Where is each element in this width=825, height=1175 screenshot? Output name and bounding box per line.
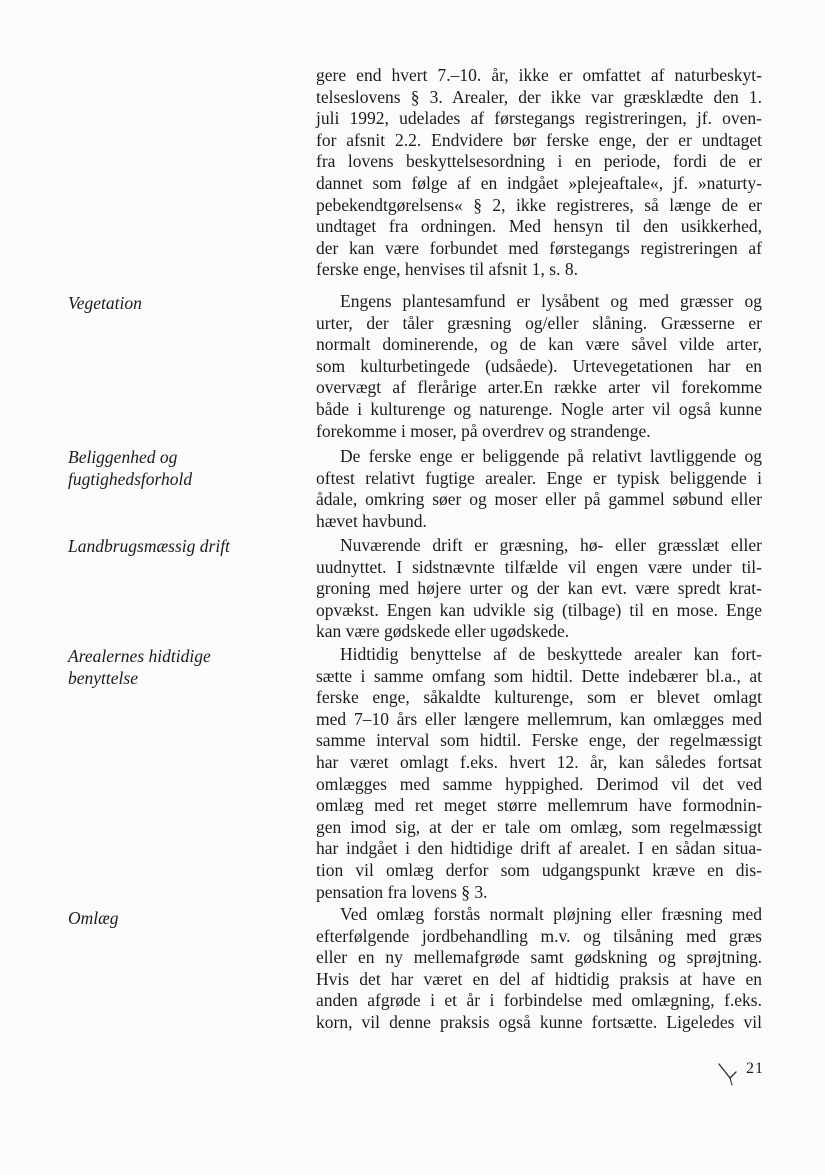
text-line: med 7–10 års eller længere mellemrum, kan omlægges med — [316, 708, 762, 729]
text-line: forekomme i moser, på overdrev og strandenge. — [316, 420, 651, 441]
paragraph-intro — [316, 65, 762, 281]
side-heading-text: Landbrugsmæssig drift — [68, 536, 230, 556]
paragraph-vegetation — [316, 291, 762, 442]
text-line: normalt dominerende, og de kan være såvel vilde arter, — [316, 334, 762, 355]
text-line: oftest relativt fugtige arealer. Enge er typisk beliggende i — [316, 467, 762, 488]
text-line: urter, der tåler græsning og/eller slåning. Græsserne er — [316, 312, 762, 333]
side-heading-text: Omlæg — [68, 908, 119, 928]
text-line: der kan være forbundet med førstegangs registreringen af — [316, 237, 762, 258]
side-heading-omlaeg — [68, 907, 119, 929]
text-line: som kulturbetingede (udsåede). Urtevegetationen har en — [316, 355, 762, 376]
text-line: Engens plantesamfund er lysåbent og med græsser og — [340, 291, 762, 311]
paragraph-drift — [316, 535, 762, 643]
side-heading-text: Arealernes hidtidige — [68, 646, 211, 666]
text-line: De ferske enge er beliggende på relativt lavtliggende og — [340, 446, 762, 466]
text-line: fra lovens beskyttelsesordning i en periode, fordi de er — [316, 151, 762, 172]
text-line: har indgået i den hidtidige drift af arealet. I en sådan situa- — [316, 838, 762, 859]
text-line: kan være gødskede eller ugødskede. — [316, 621, 570, 642]
text-line: Nuværende drift er græsning, hø- eller græsslæt eller — [340, 535, 762, 555]
text-line: hævet havbund. — [316, 510, 427, 531]
text-line: omlæg med ret meget større mellemrum have formodnin- — [316, 795, 762, 816]
text-line: samme interval som hidtil. Ferske enge, der regelmæssigt — [316, 730, 762, 751]
text-line: undtaget fra ordningen. Med hensyn til den usikkerhed, — [316, 216, 762, 237]
side-heading-text: Vegetation — [68, 293, 142, 313]
text-line: gere end hvert 7.–10. år, ikke er omfattet af naturbeskyt- — [316, 65, 762, 85]
paragraph-beliggenhed — [316, 446, 762, 532]
text-line: dannet som følge af en indgået »plejeaftale«, jf. »naturty- — [316, 172, 762, 193]
text-line: ferske enge, såkaldte kulturenge, som er blevet omlagt — [316, 687, 762, 708]
text-line: juli 1992, udelades af førstegangs registreringen, jf. oven- — [316, 108, 762, 129]
text-line: groning med højere urter og der kan evt. være spredt krat- — [316, 578, 762, 599]
text-line: korn, vil denne praksis også kunne fortsætte. Ligeledes vil — [316, 1011, 762, 1032]
text-line: eller en ny mellemafgrøde samt gødskning og sprøjtning. — [316, 947, 762, 968]
text-line: Ved omlæg forstås normalt pløjning eller fræsning med — [340, 904, 762, 924]
page-number: 21 — [746, 1060, 764, 1077]
paragraph-omlaeg — [316, 904, 762, 1034]
corner-mark-icon — [716, 1058, 748, 1088]
text-line: pensation fra lovens § 3. — [316, 881, 488, 902]
text-line: omlægges med samme hyppighed. Derimod vil det ved — [316, 773, 762, 794]
side-heading-beliggenhed — [68, 446, 192, 490]
text-line: gen imod sig, at der er tale om omlæg, som regelmæssigt — [316, 816, 762, 837]
text-line: pebekendtgørelsens« § 2, ikke registreres, så længe de er — [316, 194, 762, 215]
text-line: sætte i samme omfang som hidtil. Dette indebærer bl.a., at — [316, 665, 762, 686]
text-line: uudnyttet. I sidstnævnte tilfælde vil engen være under til- — [316, 556, 762, 577]
side-heading-text: benyttelse — [68, 668, 138, 688]
text-line: opvækst. Engen kan udvikle sig (tilbage) til en mose. Enge — [316, 599, 762, 620]
text-line: overvægt af flerårige arter.En række arter vil forekomme — [316, 377, 762, 398]
text-line: ferske enge, henvises til afsnit 1, s. 8. — [316, 259, 578, 280]
side-heading-text: Beliggenhed og — [68, 447, 178, 467]
text-line: efterfølgende jordbehandling m.v. og tilsåning med græs — [316, 925, 762, 946]
text-line: anden afgrøde i et år i forbindelse med omlægning, f.eks. — [316, 990, 762, 1011]
text-line: tion vil omlæg derfor som udgangspunkt kræve en dis- — [316, 859, 762, 880]
side-heading-vegetation — [68, 292, 142, 314]
side-heading-hidtidige-benyttelse — [68, 645, 211, 689]
text-line: telseslovens § 3. Arealer, der ikke var græsklædte den 1. — [316, 86, 762, 107]
text-line: både i kulturenge og naturenge. Nogle arter vil også kunne — [316, 398, 762, 419]
text-line: Hvis det har været en del af hidtidig praksis at have en — [316, 968, 762, 989]
paragraph-hidtidige-benyttelse — [316, 644, 762, 903]
side-heading-text: fugtighedsforhold — [68, 469, 193, 489]
text-line: ådale, omkring søer og moser eller på gammel søbund eller — [316, 489, 762, 510]
side-heading-landbrugsmaessig-drift — [68, 535, 230, 557]
text-line: har været omlagt f.eks. hvert 12. år, kan således fortsat — [316, 751, 762, 772]
text-line: Hidtidig benyttelse af de beskyttede arealer kan fort- — [340, 644, 762, 664]
page-number-group — [716, 1058, 776, 1092]
text-line: for afsnit 2.2. Endvidere bør ferske enge, der er undtaget — [316, 129, 762, 150]
